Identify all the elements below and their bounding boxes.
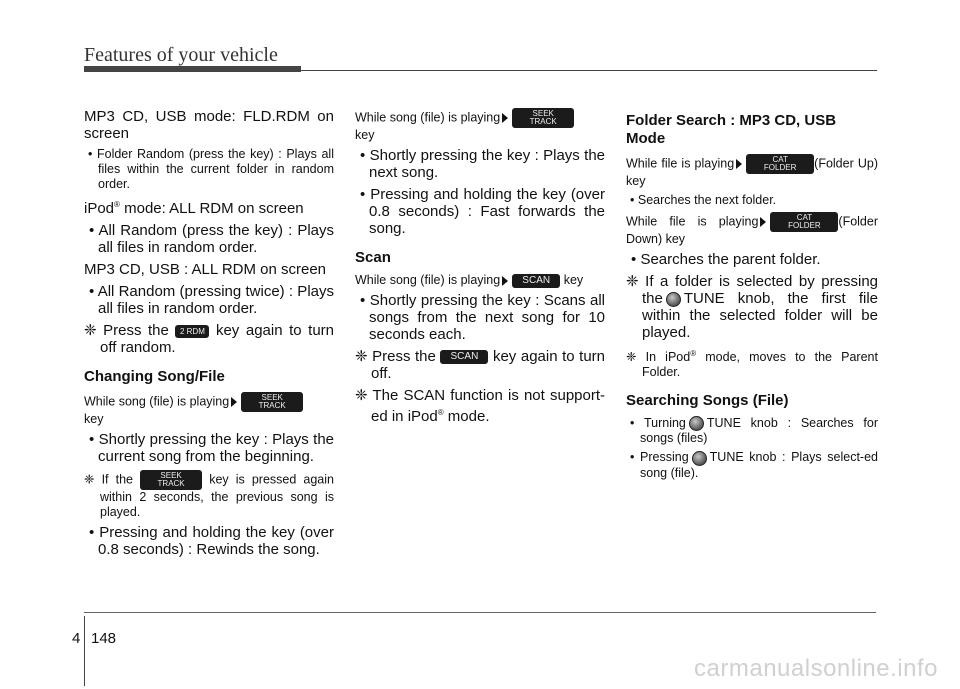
play-arrow-icon	[502, 276, 508, 286]
ipod-all-rdm-title: iPod® mode: ALL RDM on screen	[84, 200, 304, 217]
cat-folder-down-key-icon: CAT FOLDER	[770, 212, 838, 232]
column-3	[626, 108, 878, 485]
seek-forward-intro: While song (file) is playing SEEK TRACK key	[355, 108, 605, 143]
play-arrow-icon	[502, 113, 508, 123]
folder-random-item: • Folder Random (press the key) : Plays all files within the current folder in random order.	[88, 147, 334, 191]
scan-ipod-note: ❈ The SCAN function is not support-ed in iPod® mode.	[355, 387, 605, 425]
scan-key-icon: SCAN	[440, 350, 488, 364]
play-arrow-icon	[231, 397, 237, 407]
watermark: carmanualsonline.info	[694, 655, 938, 682]
scan-heading: Scan	[355, 249, 391, 266]
scan-short-item: • Shortly pressing the key : Scans all songs from the next song for 10 seconds each.	[360, 292, 606, 343]
rdm-key-icon: 2 RDM	[175, 325, 209, 338]
header-rule	[301, 70, 877, 71]
mp3-usb-all-rdm-title: MP3 CD, USB : ALL RDM on screen	[84, 261, 327, 278]
header-bar	[84, 66, 301, 72]
folder-down-intro: While file is playing CAT FOLDER (Folder Down) key	[626, 213, 878, 246]
play-arrow-icon	[760, 217, 766, 227]
column-2	[355, 108, 605, 430]
seek-track-key-icon: SEEK TRACK	[140, 470, 202, 490]
all-random-item: • All Random (press the key) : Plays all files in random order.	[89, 222, 334, 256]
tune-knob-icon	[692, 451, 707, 466]
turning-tune-item: • Turning TUNE knob : Searches for songs (files)	[630, 416, 878, 446]
folder-search-heading: Folder Search : MP3 CD, USB Mode	[626, 112, 837, 147]
seek-back-short-item: • Shortly pressing the key : Plays the current song from the beginning.	[89, 431, 335, 465]
page-header-title: Features of your vehicle	[84, 44, 278, 66]
next-folder-item: • Searches the next folder.	[630, 193, 777, 207]
scan-key-icon: SCAN	[512, 274, 560, 288]
seek-forward-short-item: • Shortly pressing the key : Plays the next song.	[360, 147, 606, 181]
play-arrow-icon	[736, 159, 742, 169]
folder-up-intro: While file is playing CAT FOLDER (Folder Up) key	[626, 155, 878, 188]
seek-back-note: ❈ If the SEEK TRACK key is pressed again within 2 seconds, the previous song is played.	[84, 471, 334, 519]
seek-track-back-key-icon: SEEK TRACK	[241, 392, 303, 412]
seek-back-intro: While song (file) is playing SEEK TRACK key	[84, 392, 334, 427]
ipod-parent-note: ❈ In iPod® mode, moves to the Parent Folder.	[626, 349, 878, 380]
tune-knob-icon	[666, 292, 681, 307]
footer-divider	[84, 616, 85, 686]
pressing-tune-item: • Pressing TUNE knob : Plays select-ed song (file).	[630, 450, 878, 480]
page-number: 148	[91, 630, 117, 647]
seek-forward-hold-item: • Pressing and holding the key (over 0.8 seconds) : Fast forwards the song.	[360, 186, 605, 237]
scan-off-note: ❈ Press the SCAN key again to turn off.	[355, 348, 605, 382]
cat-folder-up-key-icon: CAT FOLDER	[746, 154, 814, 174]
scan-intro: While song (file) is playing SCAN key	[355, 273, 584, 287]
tune-knob-icon	[689, 416, 704, 431]
random-off-note: ❈ Press the 2 RDM key again to turn off random.	[84, 322, 334, 356]
searching-songs-heading: Searching Songs (File)	[626, 392, 789, 410]
parent-folder-item: • Searches the parent folder.	[631, 251, 821, 268]
tune-select-note: ❈ If a folder is selected by pressing the TUNE knob, the first file within the selected folder will be played.	[626, 273, 878, 341]
footer-rule	[84, 612, 876, 613]
mp3-fld-rdm-title: MP3 CD, USB mode: FLD.RDM on screen	[84, 108, 334, 142]
column-1	[84, 108, 334, 563]
seek-back-hold-item: • Pressing and holding the key (over 0.8 seconds) : Rewinds the song.	[89, 524, 334, 558]
chapter-number: 4	[72, 630, 81, 647]
seek-track-forward-key-icon: SEEK TRACK	[512, 108, 574, 128]
all-random-twice-item: • All Random (pressing twice) : Plays all files in random order.	[89, 283, 334, 317]
changing-song-heading: Changing Song/File	[84, 368, 225, 385]
